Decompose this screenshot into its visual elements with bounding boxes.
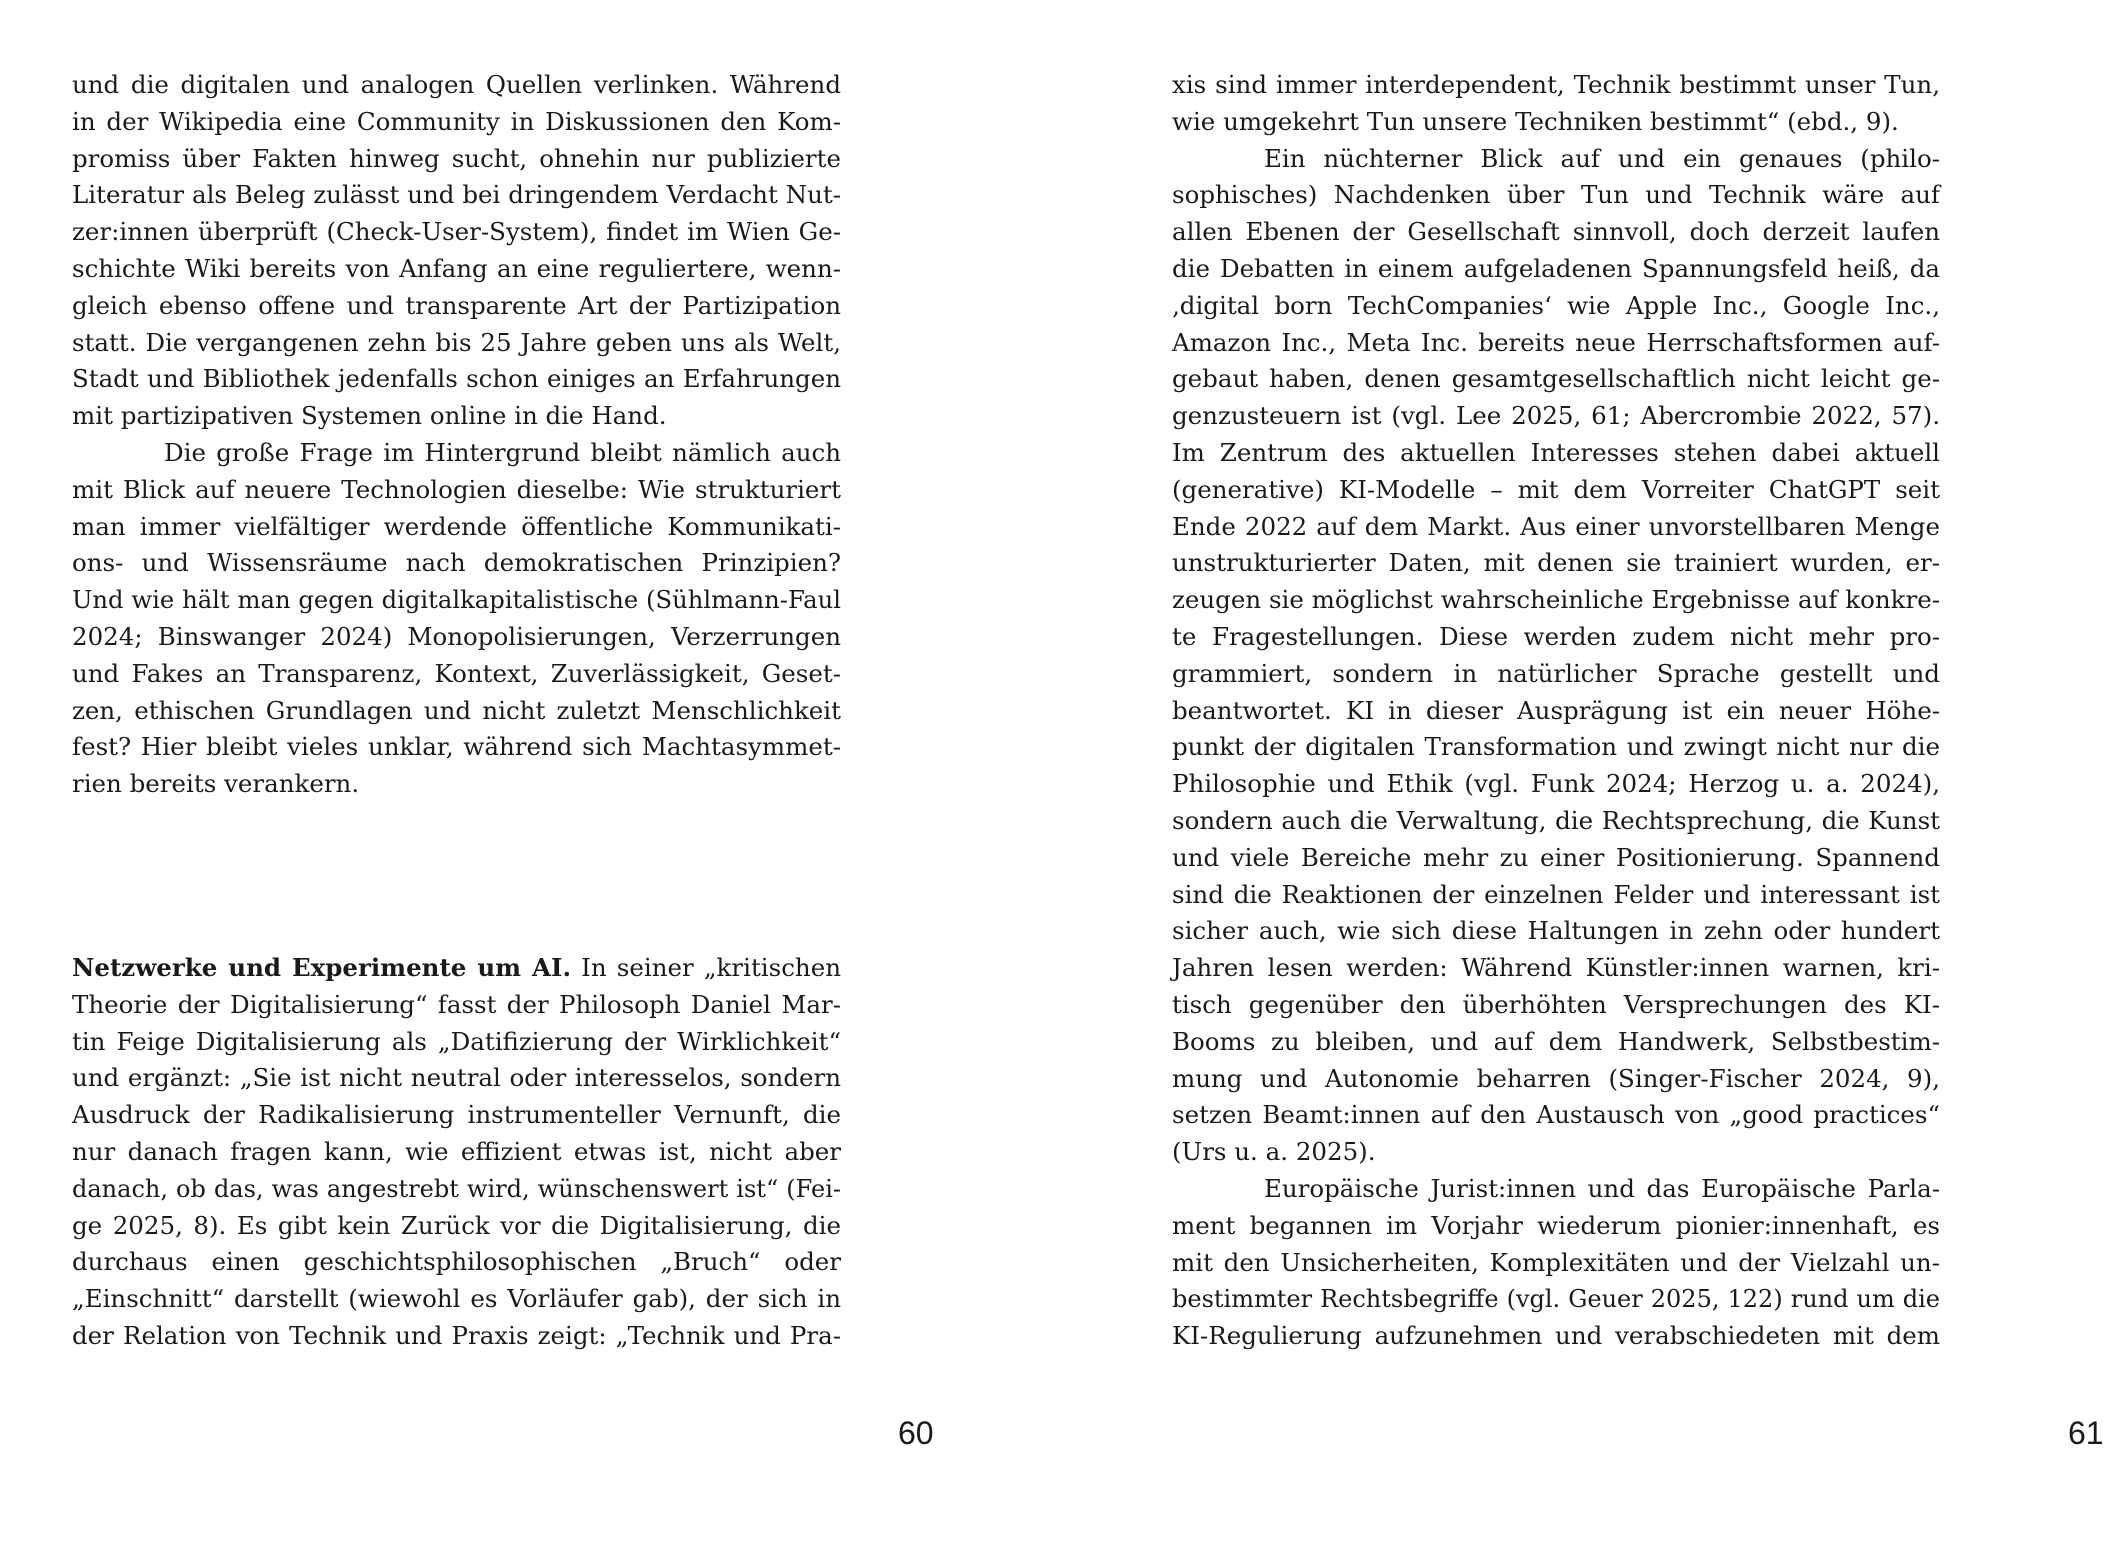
text-line: zen, ethischen Grundlagen und nicht zuletzt Menschlichkeit <box>72 695 841 725</box>
text-line: mit den Unsicherheiten, Komplexitäten und der Vielzahl un- <box>1172 1247 1940 1277</box>
text-line: und ergänzt: „Sie ist nicht neutral oder interesselos, sondern <box>72 1063 841 1093</box>
text-line: Amazon Inc., Meta Inc. bereits neue Herrschaftsformen auf- <box>1172 327 1940 357</box>
text-line: zeugen sie möglichst wahrscheinliche Ergebnisse auf konkre- <box>1172 585 1940 615</box>
page-number: 60 <box>898 1415 934 1451</box>
text-line: und die digitalen und analogen Quellen verlinken. Während <box>72 70 841 99</box>
text-line: KI-Regulierung aufzunehmen und verabschiedeten mit dem <box>1172 1321 1940 1351</box>
text-line: Ein nüchterner Blick auf und ein genaues (philo- <box>1264 143 1940 173</box>
text-line: Die große Frage im Hintergrund bleibt nämlich auch <box>164 437 841 467</box>
text-line: allen Ebenen der Gesellschaft sinnvoll, doch derzeit laufen <box>1172 217 1940 247</box>
text-line: mit partizipativen Systemen online in die Hand. <box>72 401 667 431</box>
text-line: gebaut haben, denen gesamtgesellschaftlich nicht leicht ge- <box>1172 364 1940 394</box>
text-line: Booms zu bleiben, und auf dem Handwerk, Selbstbestim- <box>1172 1026 1940 1056</box>
text-line: Stadt und Bibliothek jedenfalls schon einiges an Erfahrungen <box>72 364 841 394</box>
text-line: Ausdruck der Radikalisierung instrumenteller Vernunft, die <box>72 1100 841 1130</box>
text-line: ‚digital born TechCompanies‘ wie Apple Inc., Google Inc., <box>1172 290 1940 320</box>
text-line: Philosophie und Ethik (vgl. Funk 2024; Herzog u. a. 2024), <box>1172 769 1940 799</box>
text-line: xis sind immer interdependent, Technik bestimmt unser Tun, <box>1172 70 1940 99</box>
text-line: setzen Beamt:innen auf den Austausch von „good practices“ <box>1172 1100 1940 1130</box>
text-line: die Debatten in einem aufgeladenen Spannungsfeld heiß, da <box>1172 253 1940 283</box>
text-line: Jahren lesen werden: Während Künstler:innen warnen, kri- <box>1172 953 1940 983</box>
paragraph <box>1172 141 1940 1171</box>
left-page-section <box>72 950 841 1355</box>
text-line: ge 2025, 8). Es gibt kein Zurück vor die Digitalisierung, die <box>72 1210 841 1240</box>
text-line: statt. Die vergangenen zehn bis 25 Jahre geben uns als Welt, <box>72 327 841 357</box>
text-line: rien bereits verankern. <box>72 769 360 799</box>
text-line: sophisches) Nachdenken über Tun und Technik wäre auf <box>1172 180 1940 210</box>
text-line: sondern auch die Verwaltung, die Rechtsprechung, die Kunst <box>1172 805 1940 835</box>
text-line: te Fragestellungen. Diese werden zudem nicht mehr pro- <box>1172 621 1940 651</box>
right-page <box>1000 0 2104 1559</box>
text-line: Literatur als Beleg zulässt und bei dringendem Verdacht Nut- <box>72 180 841 210</box>
text-line: tin Feige Digitalisierung als „Datifizierung der Wirklichkeit“ <box>72 1026 841 1056</box>
text-line: genzusteuern ist (vgl. Lee 2025, 61; Abercrombie 2022, 57). <box>1172 401 1940 431</box>
left-page-upper-text <box>72 67 841 803</box>
left-page <box>0 0 1000 1559</box>
text-line: grammiert, sondern in natürlicher Sprache gestellt und <box>1172 658 1940 688</box>
paragraph <box>72 435 841 803</box>
section-heading: Netzwerke und Experimente um AI. <box>72 953 571 982</box>
text-line: Europäische Jurist:innen und das Europäische Parla- <box>1264 1173 1940 1203</box>
text-line: bestimmter Rechtsbegriffe (vgl. Geuer 2025, 122) rund um die <box>1172 1285 1940 1314</box>
paragraph <box>1172 1171 1940 1355</box>
text-line: wie umgekehrt Tun unsere Techniken bestimmt“ (ebd., 9). <box>1172 106 1899 136</box>
text-line: mit Blick auf neuere Technologien dieselbe: Wie strukturiert <box>72 474 841 504</box>
text-line: Im Zentrum des aktuellen Interesses stehen dabei aktuell <box>1172 437 1940 467</box>
text-line: fest? Hier bleibt vieles unklar, während sich Machtasymmet- <box>72 732 841 762</box>
right-page-text <box>1172 67 1940 1355</box>
text-line: (generative) KI-Modelle – mit dem Vorreiter ChatGPT seit <box>1172 474 1940 504</box>
paragraph <box>72 950 841 1355</box>
text-line: ons- und Wissensräume nach demokratischen Prinzipien? <box>72 548 841 578</box>
text-line: der Relation von Technik und Praxis zeigt: „Technik und Pra- <box>72 1320 841 1350</box>
text-line: Und wie hält man gegen digitalkapitalistische (Sühlmann-Faul <box>72 585 841 615</box>
text-line: und viele Bereiche mehr zu einer Positionierung. Spannend <box>1172 842 1940 872</box>
text-line: punkt der digitalen Transformation und zwingt nicht nur die <box>1172 732 1940 762</box>
text-line: „Einschnitt“ darstellt (wiewohl es Vorläufer gab), der sich in <box>72 1284 841 1314</box>
text-line: gleich ebenso offene und transparente Art der Partizipation <box>72 290 841 320</box>
text-line: tisch gegenüber den überhöhten Versprechungen des KI- <box>1172 989 1940 1019</box>
text-line: sind die Reaktionen der einzelnen Felder und interessant ist <box>1172 879 1940 909</box>
section-first-line <box>72 950 841 987</box>
text-line: Ende 2022 auf dem Markt. Aus einer unvorstellbaren Menge <box>1172 511 1940 541</box>
text-line: man immer vielfältiger werdende öffentliche Kommunikati- <box>72 511 841 541</box>
page-number: 61 <box>2068 1415 2104 1451</box>
text-line: danach, ob das, was angestrebt wird, wünschenswert ist“ (Fei- <box>72 1174 841 1203</box>
text-line: (Urs u. a. 2025). <box>1172 1137 1376 1167</box>
section-first-line-text: In seiner „kritischen <box>581 953 841 982</box>
text-line: in der Wikipedia eine Community in Diskussionen den Kom- <box>72 106 841 136</box>
text-line: promiss über Fakten hinweg sucht, ohnehin nur publizierte <box>72 143 841 173</box>
text-line: schichte Wiki bereits von Anfang an eine reguliertere, wenn- <box>72 253 841 283</box>
text-line: sicher auch, wie sich diese Haltungen in zehn oder hundert <box>1172 916 1940 946</box>
text-line: unstrukturierter Daten, mit denen sie trainiert wurden, er- <box>1172 548 1940 578</box>
text-line: mung und Autonomie beharren (Singer-Fischer 2024, 9), <box>1172 1063 1940 1093</box>
text-line: Theorie der Digitalisierung“ fasst der Philosoph Daniel Mar- <box>72 989 841 1019</box>
paragraph <box>72 67 841 435</box>
text-line: und Fakes an Transparenz, Kontext, Zuverlässigkeit, Geset- <box>72 658 841 688</box>
paragraph <box>1172 67 1940 141</box>
text-line: 2024; Binswanger 2024) Monopolisierungen, Verzerrungen <box>72 621 841 651</box>
text-line: ment begannen im Vorjahr wiederum pionier:innenhaft, es <box>1172 1210 1940 1240</box>
text-line: nur danach fragen kann, wie effizient etwas ist, nicht aber <box>72 1136 841 1166</box>
text-line: durchaus einen geschichtsphilosophischen „Bruch“ oder <box>72 1247 841 1277</box>
text-line: zer:innen überprüft (Check-User-System), findet im Wien Ge- <box>72 217 841 247</box>
text-line: beantwortet. KI in dieser Ausprägung ist ein neuer Höhe- <box>1172 695 1940 725</box>
